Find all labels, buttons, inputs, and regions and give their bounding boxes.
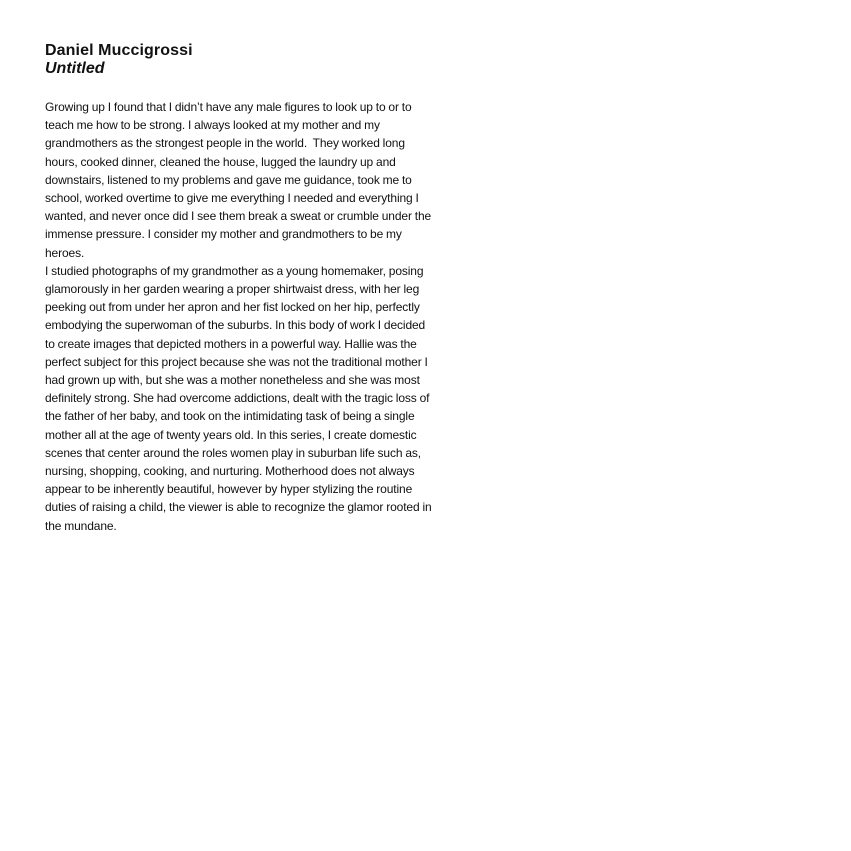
document-page: [45, 41, 465, 535]
text-line: appear to be inherently beautiful, however by hyper stylizing the routine: [45, 482, 413, 497]
text-line: the father of her baby, and took on the intimidating task of being a single: [45, 409, 415, 424]
text-line: teach me how to be strong. I always looked at my mother and my: [45, 118, 380, 133]
text-line: perfect subject for this project because she was not the traditional mother I: [45, 354, 428, 369]
text-line: Growing up I found that I didn’t have any male figures to look up to or to: [45, 100, 412, 114]
text-line: grandmothers as the strongest people in the world. They worked long: [45, 136, 405, 151]
text-line: glamorously in her garden wearing a proper shirtwaist dress, with her leg: [45, 282, 420, 297]
text-line: to create images that depicted mothers in a powerful way. Hallie was the: [45, 336, 417, 351]
text-line: the mundane.: [45, 518, 117, 533]
text-line: heroes.: [45, 245, 85, 260]
text-line: school, worked overtime to give me everything I needed and everything I: [45, 191, 419, 206]
text-line: peeking out from under her apron and her fist locked on her hip, perfectly: [45, 300, 420, 315]
statement-paragraph-1: [45, 98, 465, 262]
work-title: Untitled: [45, 60, 105, 77]
text-line: nursing, shopping, cooking, and nurturing. Motherhood does not always: [45, 464, 415, 479]
text-line: downstairs, listened to my problems and gave me guidance, took me to: [45, 172, 412, 187]
text-line: duties of raising a child, the viewer is able to recognize the glamor rooted in: [45, 500, 432, 515]
artist-statement: [45, 98, 465, 535]
text-line: mother all at the age of twenty years old. In this series, I create domestic: [45, 427, 417, 442]
statement-paragraph-2: [45, 262, 465, 535]
text-line: definitely strong. She had overcome addictions, dealt with the tragic loss of: [45, 391, 430, 406]
text-line: immense pressure. I consider my mother and grandmothers to be my: [45, 227, 402, 242]
text-line: embodying the superwoman of the suburbs. In this body of work I decided: [45, 318, 426, 333]
text-line: hours, cooked dinner, cleaned the house, lugged the laundry up and: [45, 154, 396, 169]
text-line: I studied photographs of my grandmother as a young homemaker, posing: [45, 263, 424, 278]
text-line: scenes that center around the roles women play in suburban life such as,: [45, 445, 421, 460]
text-line: wanted, and never once did I see them break a sweat or crumble under the: [45, 209, 432, 224]
text-line: had grown up with, but she was a mother nonetheless and she was most: [45, 373, 420, 388]
author-name: Daniel Muccigrossi: [45, 42, 193, 59]
